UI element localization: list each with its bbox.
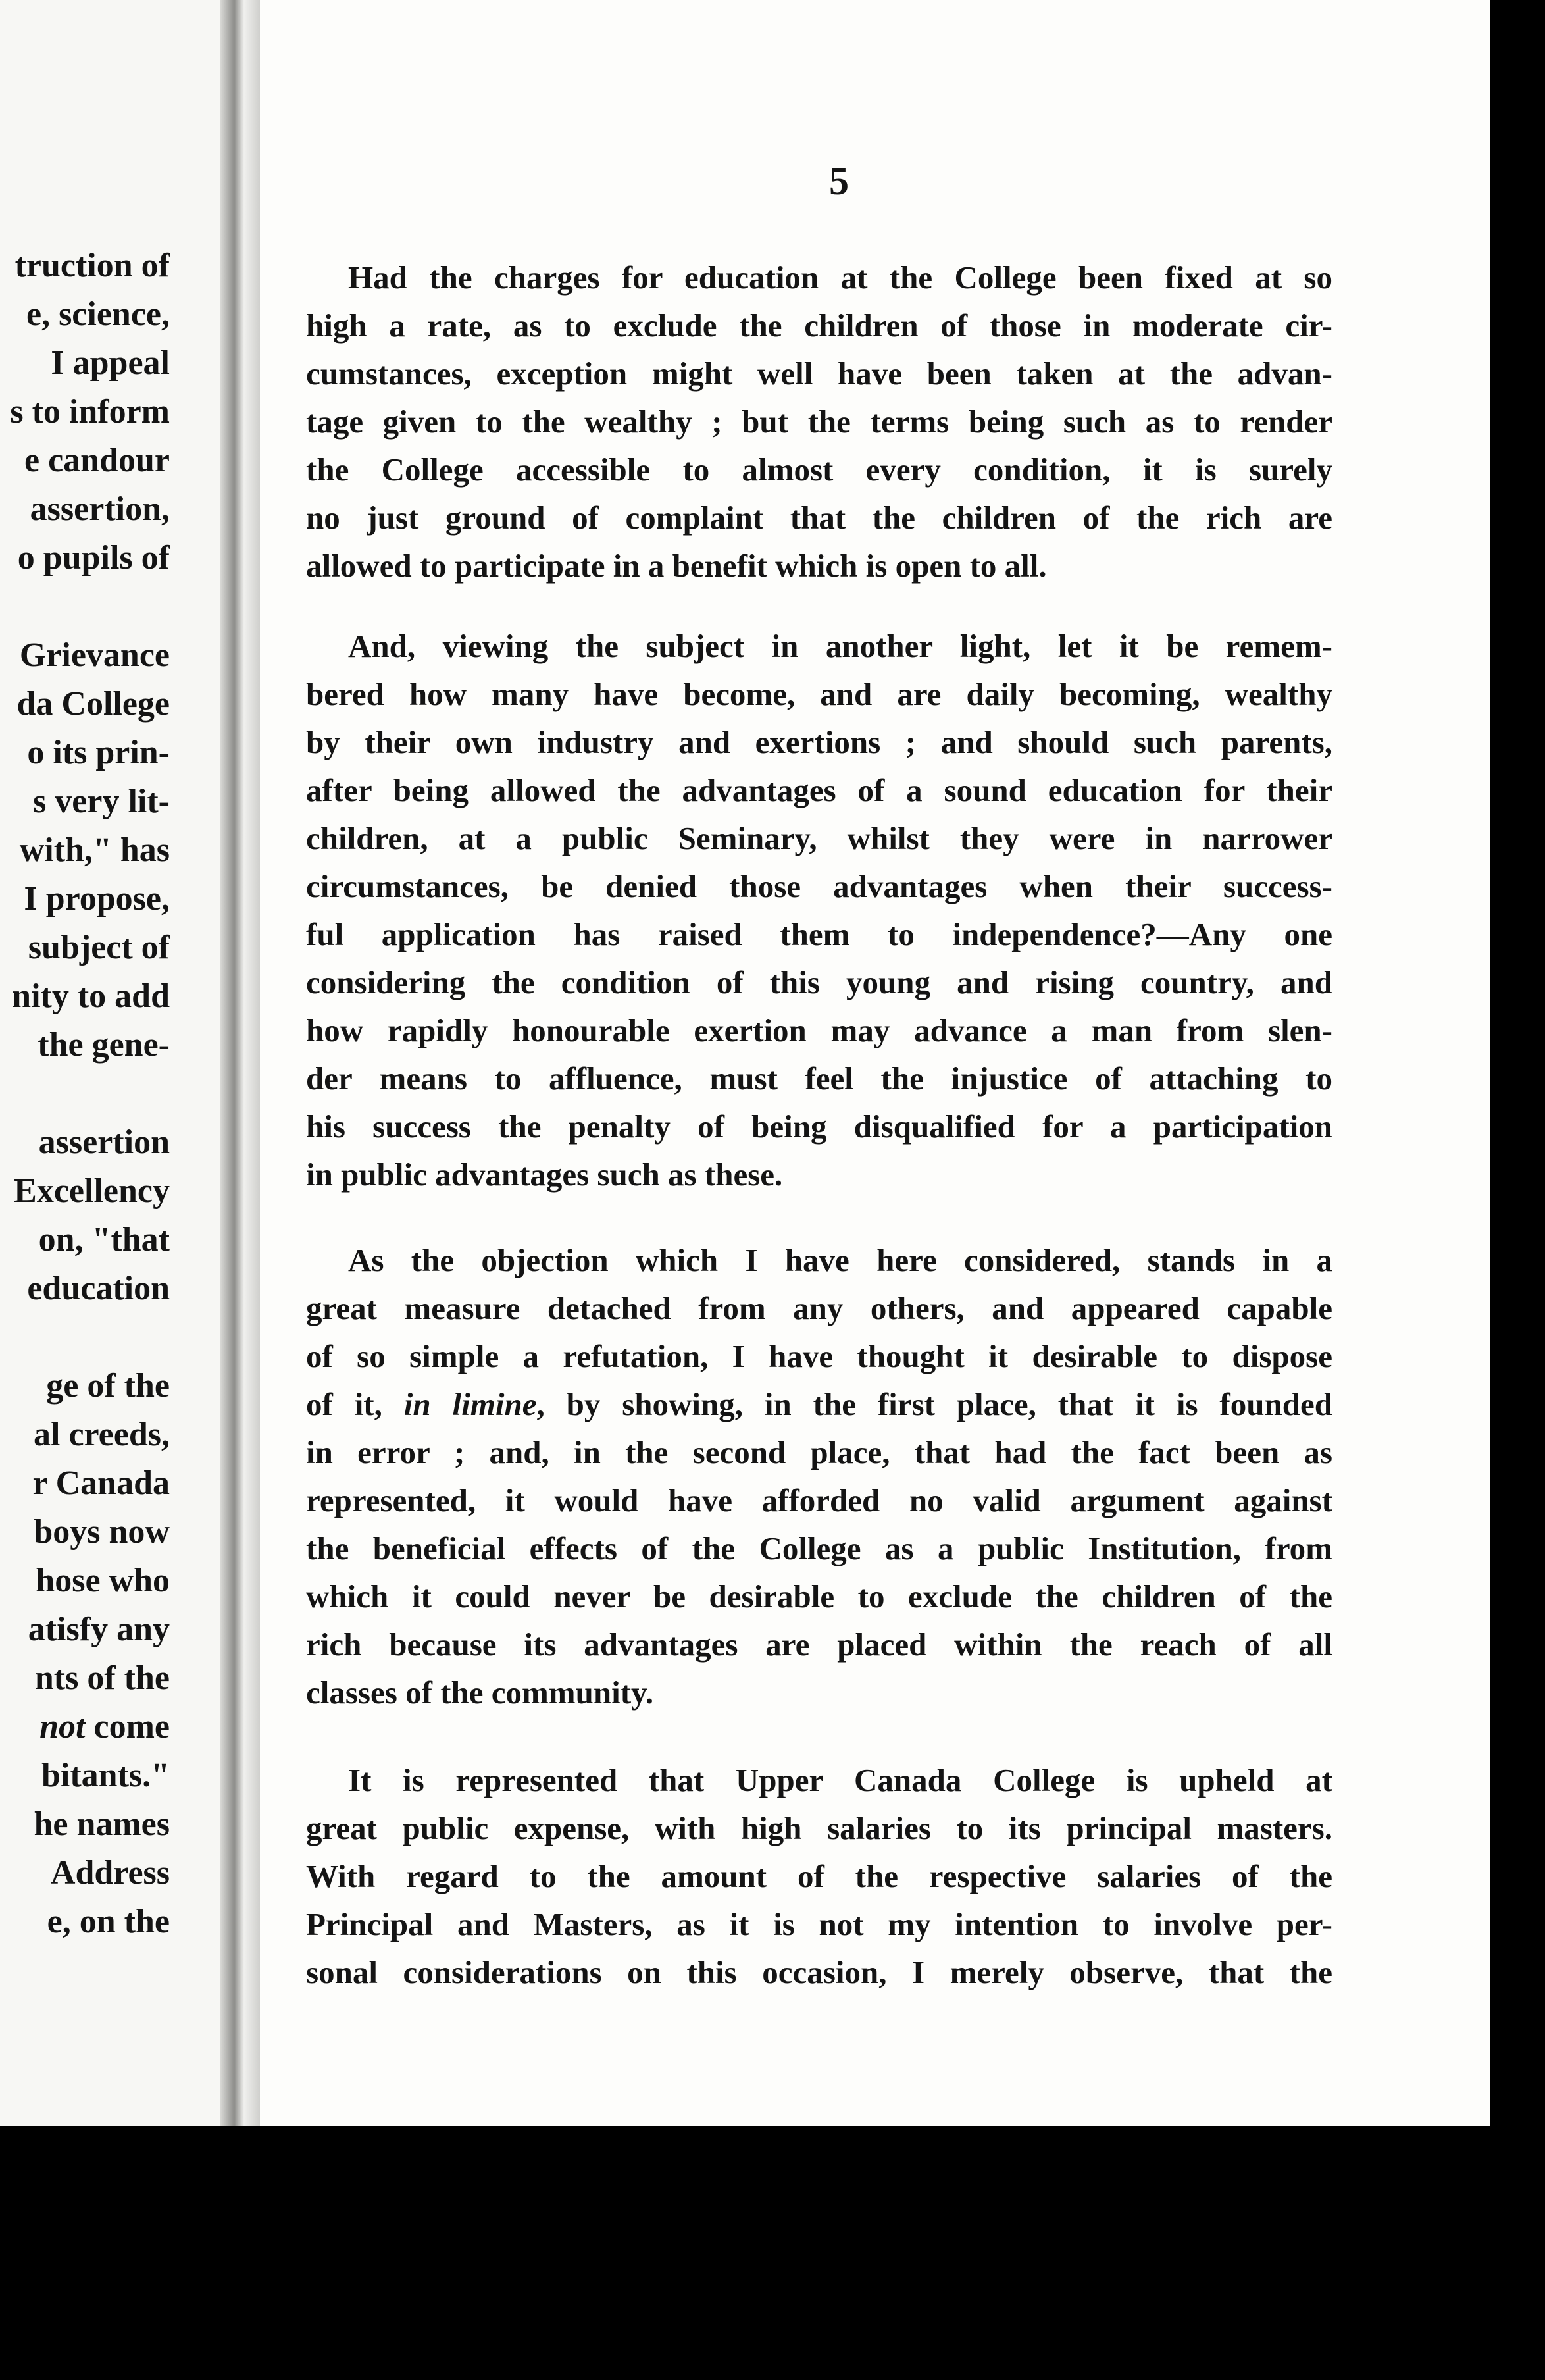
left-text-line: truction of (14, 247, 170, 284)
left-text-line: subject of (28, 929, 170, 966)
text-line: in public advantages such as these. (306, 1156, 783, 1193)
text-line: no just ground of complaint that the children of the rich are (306, 500, 1332, 536)
right-page (260, 0, 1490, 2126)
text-line: tage given to the wealthy ; but the terms being such as to render (306, 403, 1332, 440)
text-line: represented, it would have afforded no valid argument against (306, 1482, 1332, 1518)
left-text-line: bitants." (41, 1757, 170, 1794)
text-line: in error ; and, in the second place, that had the fact been as (306, 1434, 1332, 1470)
text-line: allowed to participate in a benefit which is open to all. (306, 548, 1047, 584)
left-text-line: e, science, (26, 296, 170, 333)
left-text-line: Grievance (19, 636, 170, 674)
text-line: With regard to the amount of the respective salaries of the (306, 1858, 1332, 1894)
left-text-line: o its prin- (27, 734, 170, 771)
text-line: circumstances, be denied those advantages when their success- (306, 868, 1332, 904)
left-text-line: nts of the (34, 1659, 170, 1697)
text-line-with-italic: of it, in limine, by showing, in the first place, that it is founded (306, 1386, 1332, 1422)
page-edge-shadow (1490, 43, 1509, 2126)
left-text-line: da College (16, 685, 170, 723)
left-text-line: boys now (34, 1513, 170, 1551)
text-line: der means to affluence, must feel the injustice of attaching to (306, 1060, 1332, 1097)
left-text-line: on, "that (38, 1221, 170, 1258)
left-text-line: not come (39, 1708, 170, 1746)
text-line: rich because its advantages are placed within the reach of all (306, 1626, 1332, 1663)
left-text-line: the gene- (38, 1026, 170, 1064)
left-text-line: atisfy any (28, 1611, 170, 1648)
left-text-line: al creeds, (34, 1416, 170, 1453)
text-line: classes of the community. (306, 1674, 654, 1711)
text-line: children, at a public Seminary, whilst they were in narrower (306, 820, 1332, 856)
text-line: considering the condition of this young and rising country, and (306, 964, 1332, 1000)
left-text-line: Excellency (14, 1172, 170, 1210)
left-page (0, 0, 220, 2126)
left-text-line: Address (50, 1854, 170, 1892)
left-text-line: ge of the (46, 1367, 170, 1405)
text-line: by their own industry and exertions ; and should such parents, (306, 724, 1332, 760)
left-text-line: r Canada (32, 1464, 170, 1502)
left-text-line: education (27, 1270, 170, 1307)
text-line: Principal and Masters, as it is not my intention to involve per- (306, 1906, 1332, 1942)
text-line: of so simple a refutation, I have thought it desirable to dispose (306, 1338, 1332, 1374)
text-line: the College accessible to almost every condition, it is surely (306, 452, 1332, 488)
text-line: which it could never be desirable to exclude the children of the (306, 1578, 1332, 1615)
text-line: Had the charges for education at the College been fixed at so (348, 259, 1332, 296)
page-number: 5 (829, 159, 849, 203)
left-text-line: hose who (36, 1562, 170, 1599)
paragraph-2 (306, 622, 1332, 1199)
paragraph-4 (306, 1756, 1332, 1996)
text-line: sonal considerations on this occasion, I merely observe, that the (306, 1954, 1332, 1990)
book-gutter (220, 0, 260, 2126)
left-text-line: with," has (19, 831, 170, 869)
text-line: It is represented that Upper Canada College is upheld at (348, 1762, 1332, 1798)
text-line: great measure detached from any others, and appeared capable (306, 1290, 1332, 1326)
paragraph-3 (306, 1236, 1332, 1717)
text-line: after being allowed the advantages of a sound education for their (306, 772, 1332, 808)
text-line: cumstances, exception might well have been taken at the advan- (306, 355, 1332, 392)
left-text-line: I appeal (51, 344, 170, 382)
italic-phrase: in limine (403, 1386, 537, 1422)
left-text-line: e, on the (47, 1903, 170, 1940)
left-text-line: assertion, (30, 490, 170, 528)
text-line: As the objection which I have here considered, stands in a (348, 1242, 1332, 1278)
text-line: bered how many have become, and are daily becoming, wealthy (306, 676, 1332, 712)
text-line: how rapidly honourable exertion may advance a man from slen- (306, 1012, 1332, 1048)
text-line: And, viewing the subject in another light, let it be remem- (348, 628, 1332, 664)
left-text-line: e candour (24, 442, 170, 479)
left-text-line: nity to add (12, 977, 170, 1015)
paragraph-1 (306, 253, 1332, 590)
left-text-line: he names (34, 1805, 170, 1843)
left-text-line: s to inform (10, 393, 170, 430)
left-text-line: o pupils of (17, 539, 170, 577)
left-text-line: s very lit- (33, 783, 170, 820)
text-line: his success the penalty of being disqualified for a participation (306, 1108, 1332, 1145)
left-text-line: I propose, (24, 880, 170, 918)
text-line: great public expense, with high salaries to its principal masters. (306, 1810, 1332, 1846)
text-line: high a rate, as to exclude the children of those in moderate cir- (306, 307, 1332, 344)
text-line: ful application has raised them to independence?—Any one (306, 916, 1332, 952)
left-text-line: assertion (38, 1124, 170, 1161)
text-line: the beneficial effects of the College as a public Institution, from (306, 1530, 1332, 1566)
